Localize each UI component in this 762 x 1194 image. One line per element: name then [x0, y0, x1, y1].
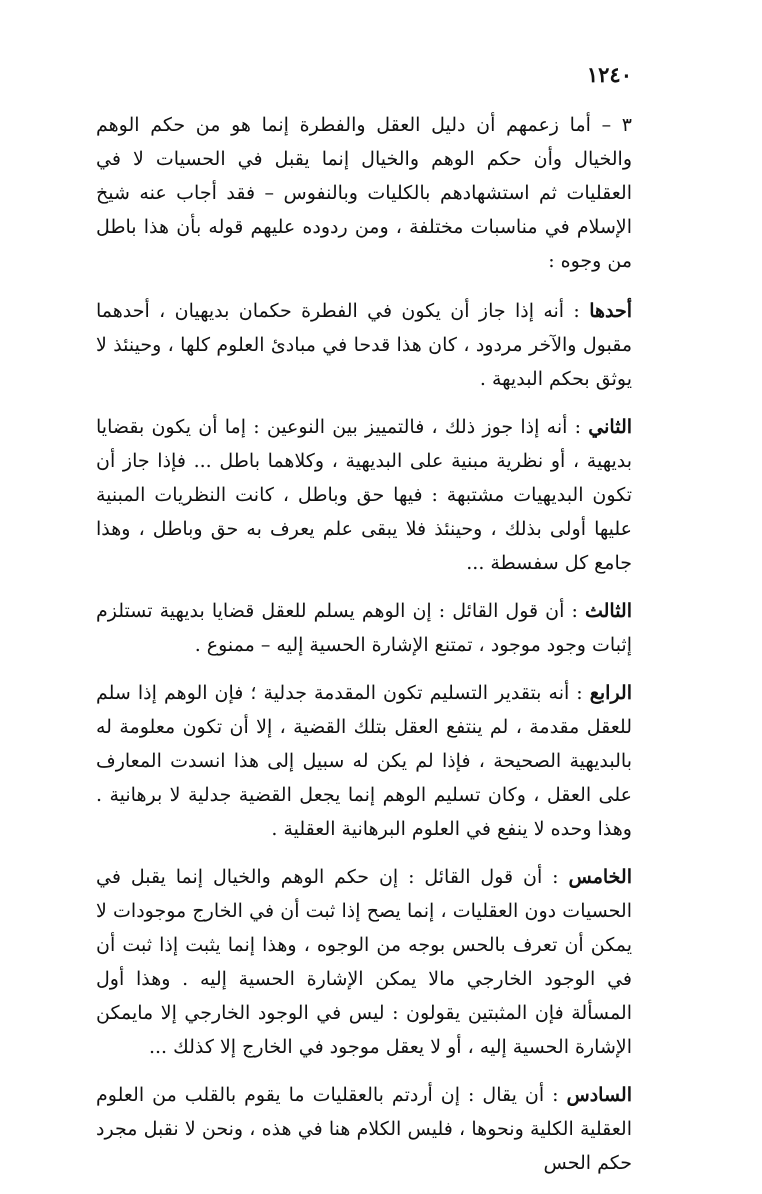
point-2-text: : أنه إذا جوز ذلك ، فالتمييز بين النوعين : إما أن يكون بقضايا بديهية ، أو نظرية مبنية على البديهية ، وكلاهما باطل ... فإذا جاز أن تكون البديهيات مشتبهة : فيها حق وباطل ، كانت النظريات المبنية عليها أولى بذلك ، وحينئذ فلا يبقى علم يعرف به حق وباطل ، وهذا جامع كل سفسطة ... — [96, 416, 632, 574]
page-content — [96, 108, 632, 1194]
point-3-term: الثالث — [584, 600, 632, 622]
point-4-paragraph — [96, 676, 632, 846]
point-6-text: : أن يقال : إن أردتم بالعقليات ما يقوم بالقلب من العلوم العقلية الكلية ونحوها ، فليس الكلام هنا في هذه ، ونحن لا نقبل مجرد حكم الحس — [96, 1084, 632, 1174]
point-6-paragraph — [96, 1078, 632, 1180]
point-3-text: : أن قول القائل : إن الوهم يسلم للعقل قضايا بديهية تستلزم إثبات وجود موجود ، تمتنع الإشارة الحسية إليه – ممنوع . — [96, 600, 632, 656]
point-1-term: أحدها — [589, 300, 632, 322]
point-1-text: : أنه إذا جاز أن يكون في الفطرة حكمان بديهيان ، أحدهما مقبول والآخر مردود ، كان هذا قدحا في مبادئ العلوم كلها ، وحينئذ لا يوثق بحكم البديهة . — [96, 300, 632, 390]
page-number: ١٢٤٠ — [586, 62, 632, 87]
point-6-term: السادس — [566, 1084, 632, 1106]
intro-text: أما زعمهم أن دليل العقل والفطرة إنما هو من حكم الوهم والخيال وأن حكم الوهم والخيال إنما يقبل في الحسيات لا في العقليات ثم استشهادهم بالكليات وبالنفوس – فقد أجاب عنه شيخ الإسلام في مناسبات مختلفة ، ومن ردوده عليهم قوله بأن هذا باطل من وجوه : — [96, 114, 632, 272]
point-1-paragraph — [96, 294, 632, 396]
point-5-text: : أن قول القائل : إن حكم الوهم والخيال إنما يقبل في الحسيات دون العقليات ، إنما يصح إذا ثبت أن في الخارج موجودات لا يمكن أن تعرف بالحس بوجه من الوجوه ، وهذا إنما يثبت إذا ثبت أن في الوجود الخارجي مالا يمكن الإشارة الحسية إليه . وهذا أول المسألة فإن المثبتين يقولون : ليس في الوجود الخارجي إلا مايمكن الإشارة الحسية إليه ، أو لا يعقل موجود في الخارج إلا كذلك ... — [96, 866, 632, 1058]
point-4-term: الرابع — [589, 682, 632, 704]
point-5-term: الخامس — [568, 866, 632, 888]
point-3-paragraph — [96, 594, 632, 662]
point-5-paragraph — [96, 860, 632, 1064]
intro-number: ٣ – — [601, 114, 632, 136]
intro-paragraph — [96, 108, 632, 278]
point-4-text: : أنه بتقدير التسليم تكون المقدمة جدلية ؛ فإن الوهم إذا سلم للعقل مقدمة ، لم ينتفع العقل بتلك القضية ، إلا أن تكون معلومة له بالبديهية الصحيحة ، فإذا لم يكن له سبيل إلى هذا انسدت المعارف على العقل ، وكان تسليم الوهم إنما يجعل القضية جدلية لا برهانية . وهذا وحده لا ينفع في العلوم البرهانية العقلية . — [96, 682, 632, 840]
point-2-term: الثاني — [588, 416, 633, 438]
point-2-paragraph — [96, 410, 632, 580]
